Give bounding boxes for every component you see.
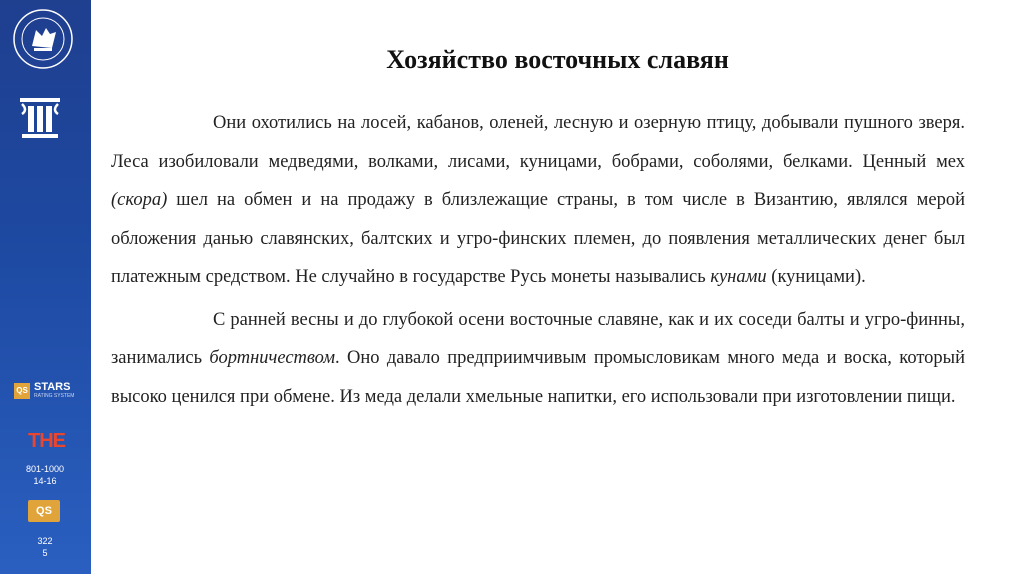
paragraph-2-text-a: С ранней весны и до глубокой осени восточные славяне, как и их соседи балты и угро-финны, занимались [111, 309, 965, 368]
paragraph-2-text-b: . Оно давало предприимчивым промысловикам много меда и воска, который высоко ценился при обмене. Из меда делали хмельные напитки, его использовали при изготовлении пищи. [111, 348, 965, 407]
term-skora: (скора) [111, 190, 168, 210]
term-kuny: кунами [710, 267, 767, 287]
the-rank-sub: 14-16 [33, 476, 57, 486]
paragraph-beekeeping [111, 301, 965, 417]
slide-body [111, 104, 965, 420]
qs-ranking-logo: QS [28, 500, 60, 522]
qs-stars-logo: QS [14, 383, 30, 399]
the-rank-range: 801-1000 [25, 464, 65, 474]
paragraph-1-text-b: шел на обмен и на продажу в близлежащие страны, в том числе в Византию, являлся мерой обложения данью славянских, балтских и угро-финских племен, до появления металлических денег был платежным средством. Не случайно в государстве Русь монеты назывались [111, 190, 965, 287]
qs-rank-sub: 5 [42, 548, 48, 558]
the-ranking-logo: THE [28, 430, 65, 452]
slide-title: Хозяйство восточных славян [386, 45, 729, 74]
stars-label: STARS [34, 381, 71, 393]
term-bortnichestvo: бортничеством [209, 348, 336, 368]
university-crest-icon [12, 8, 74, 70]
pillar-building-icon [18, 96, 62, 140]
sidebar [0, 0, 91, 574]
paragraph-1-text-a: Они охотились на лосей, кабанов, оленей, лесную и озерную птицу, добывали пушного зверя. Леса изобиловали медведями, волками, лисами, куницами, бобрами, соболями, белками. Ценный мех [111, 113, 965, 172]
qs-stars-badge [14, 381, 80, 403]
paragraph-hunting [111, 104, 965, 297]
stars-subtitle: RATING SYSTEM [34, 393, 75, 399]
qs-rank-number: 322 [37, 536, 53, 546]
paragraph-1-text-c: (куницами). [766, 267, 866, 287]
